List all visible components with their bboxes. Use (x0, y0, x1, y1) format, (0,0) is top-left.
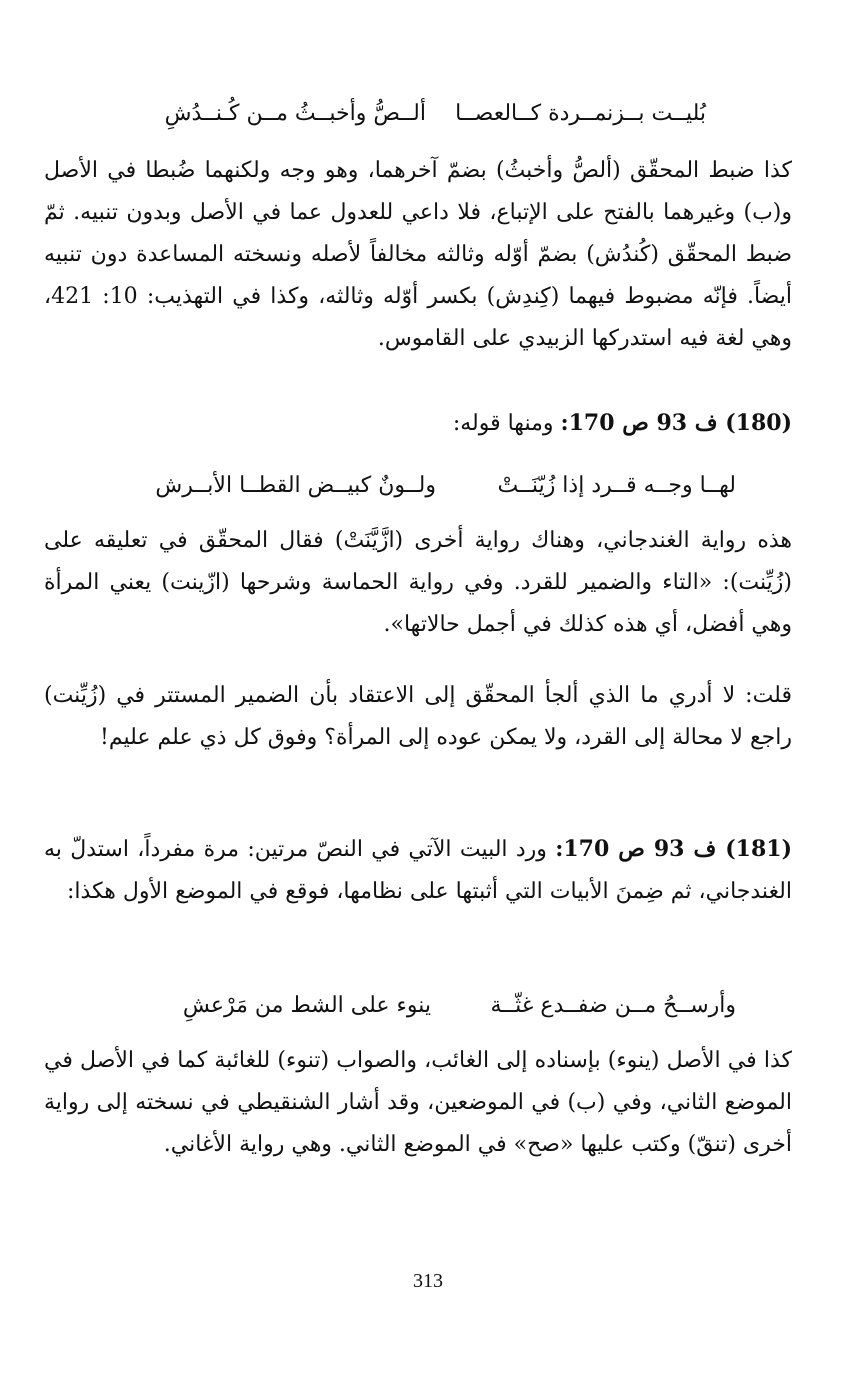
verse-1-first-hemistich: بُليــت بــزنمــردة كــالعصــا (455, 101, 706, 126)
paragraph-4: كذا في الأصل (ينوء) بإسناده إلى الغائب، والصواب (تنوء) للغائبة كما في الأصل في الموضع الثاني، وفي (ب) في الموضعين، وقد أشار الشنقيطي في نسخته إلى رواية أخرى (تنقّ) وكتب عليها «صح» في الموضع الثاني. وهي رواية الأغاني. (44, 1048, 792, 1157)
entry-181-text: ورد البيت الآتي في النصّ مرتين: مرة مفرداً، استدلّ به الغندجاني، ثم ضِمنَ الأبيات التي أثبتها على نظامها، فوقع في الموضع الأول هكذا: (44, 837, 792, 904)
paragraph-1: كذا ضبط المحقّق (ألصُّ وأخبثُ) بضمّ آخرهما، وهو وجه ولكنهما ضُبطا في الأصل و(ب) وغيرهما بالفتح على الإتباع، فلا داعي للعدول عما في الأصل وبدون تنبيه. ثمّ ضبط المحقّق (كُندُش) بضمّ أوّله وثالثه مخالفاً لأصله ونسخته المساعدة دون تنبيه أيضاً. فإنّه مضبوط فيهما (كِندِش) بكسر أوّله وثالثه، وكذا في التهذيب: 10: 421، وهي لغة فيه استدركها الزبيدي على القاموس. (44, 158, 792, 351)
verse-3 (0, 985, 856, 1027)
entry-180-heading: (180) ف 93 ص 170: (560, 410, 792, 436)
verse-2 (0, 465, 856, 507)
verse-2-second-hemistich: ولــونٌ كبيــض القطــا الأبــرش (155, 473, 436, 498)
entry-181 (44, 828, 792, 913)
verse-1-second-hemistich: ألــصُّ وأخبــثُ مــن كُـنــدُشِ (164, 101, 426, 126)
verse-1 (0, 93, 856, 135)
entry-180 (44, 402, 792, 445)
verse-3-first-hemistich: وأرســحُ مــن ضفــدع غثّــة (490, 993, 736, 1018)
paragraph-3: قلت: لا أدري ما الذي ألجأ المحقّق إلى الاعتقاد بأن الضمير المستتر في (زُيِّنت) راجع لا محالة إلى القرد، ولا يمكن عوده إلى المرأة؟ وفوق كل ذي علم عليم! (44, 683, 792, 750)
verse-2-first-hemistich: لهــا وجــه قــرد إذا زُيّنَــتْ (497, 473, 736, 498)
paragraph-2: هذه رواية الغندجاني، وهناك رواية أخرى (ازَّيَّنَتْ) فقال المحقّق في تعليقه على (زُيِّنت): «التاء والضمير للقرد. وفي رواية الحماسة وشرحها (ازّينت) يعني المرأة وهي أفضل، أي هذه كذلك في أجمل حالاتها». (44, 528, 792, 637)
verse-3-second-hemistich: ينوء على الشط من مَرْعشِ (182, 993, 431, 1018)
entry-180-text: ومنها قوله: (452, 411, 561, 436)
entry-181-heading: (181) ف 93 ص 170: (555, 836, 792, 862)
page-number: 313 (413, 1270, 443, 1292)
